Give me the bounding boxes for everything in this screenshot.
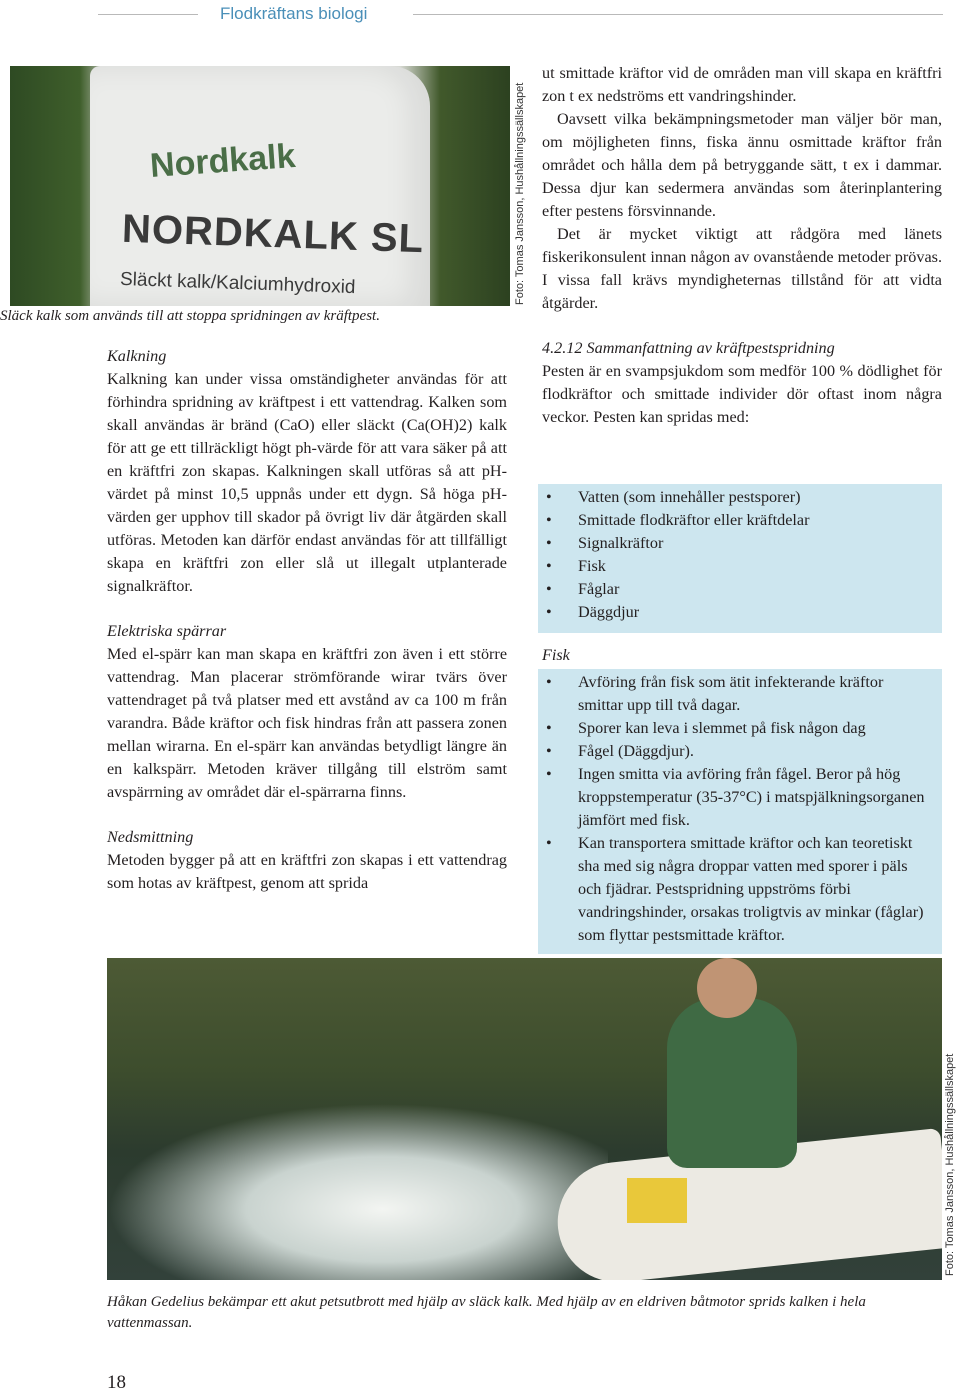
list-item: • Däggdjur (578, 601, 932, 624)
photo-credit-2: Foto: Tomas Jansson, Hushållningssällskapet (944, 1053, 956, 1276)
man-head (697, 958, 757, 1018)
photo-caption-1: Släck kalk som används till att stoppa spridningen av kräftpest. (0, 308, 380, 324)
fisk-heading: Fisk (542, 646, 570, 664)
kalkning-heading: Kalkning (107, 347, 167, 365)
section-heading: 4.2.12 Sammanfattning av kräftpestspridning (542, 339, 835, 357)
list-item: • Fisk (578, 555, 932, 578)
spread-list (538, 486, 942, 624)
page-number: 18 (107, 1372, 126, 1393)
nedsmittning-text: Metoden bygger på att en kräftfri zon skapas i ett vattendrag som hotas av kräftpest, genom att sprida (107, 851, 507, 892)
running-header: Flodkräftans biologi (220, 4, 368, 23)
el-text: Med el-spärr kan man skapa en kräftfri zon även i ett större vattendrag. Man placerar strömförande wirar tvärs över vattendraget på två platser med ett avstånd av ca 100 m från varandra. Både kräftor och fisk hindras från att passera zonen mellan wirarna. En el-spärr kan användas betydligt längre än en kalkspärr. Metoden kräver tillgång till elström samt avspärrning av området där el-spärrarna finns. (107, 645, 507, 801)
bag-brand: NORDKALK SL (121, 206, 425, 262)
lime-bag (90, 66, 430, 306)
section-text: Pesten är en svampsjukdom som medför 100 % dödlighet för flodkräftor och smittade individer dör oftast inom några veckor. Pesten kan spridas med: (542, 362, 942, 426)
header-rule-left (98, 14, 198, 15)
list-item: • Fågel (Däggdjur). (578, 740, 932, 763)
spread-list-box (538, 484, 942, 633)
list-item: • Sporer kan leva i slemmet på fisk någon dag (578, 717, 932, 740)
nedsmittning-heading: Nedsmittning (107, 828, 194, 846)
photo-caption-2: Håkan Gedelius bekämpar ett akut petsutbrott med hjälp av släck kalk. Med hjälp av en eldriven båtmotor sprids kalken i hela vattenmassan. (107, 1294, 866, 1331)
man-in-boat (667, 998, 797, 1168)
list-item: • Signalkräftor (578, 532, 932, 555)
fisk-list (538, 671, 942, 947)
right-paragraph-2: Oavsett vilka bekämpningsmetoder man väljer bör man, om möjligheten finns, fiska ännu osmittade kräftor från området och hålla dem på betryggande sätt, t ex i dammar. Dessa djur kan sedermera användas som återinplantering efter pestens försvinnande. (542, 110, 942, 220)
list-item: • Ingen smitta via avföring från fågel. Beror på hög kroppstemperatur (35-37°C) i matspjälkningsorganen jämfört med fisk. (578, 763, 932, 832)
right-column (542, 62, 942, 429)
right-paragraph-1: ut smittade kräftor vid de områden man vill skapa en kräftfri zon t ex nedströms ett vandringshinder. (542, 64, 942, 105)
lime-bag-photo (10, 66, 510, 306)
churned-water (107, 1103, 608, 1280)
list-item: • Kan transportera smittade kräftor och kan teoretiskt sha med sig några droppar vatten med sporer i päls och fjädrar. Pestspridning uppströms förbi vandringshinder, orsakas troligtvis av minkar (fåglar) som flyttar pestsmittade kräftor. (578, 832, 932, 947)
bag-subtitle: Släckt kalk/Kalciumhydroxid (119, 268, 356, 299)
boat-liming-photo (107, 958, 942, 1280)
list-item: • Vatten (som innehåller pestsporer) (578, 486, 932, 509)
left-column (107, 345, 507, 895)
yellow-crate (627, 1178, 687, 1223)
photo-credit-1: Foto: Tomas Jansson, Hushållningssällskapet (514, 82, 526, 305)
bag-logo: Nordkalk (148, 136, 297, 186)
right-paragraph-3: Det är mycket viktigt att rådgöra med länets fiskerikonsulent innan någon av ovanstående metoder prövas. I vissa fall krävs myndigheternas tillstånd för att vidta åtgärder. (542, 225, 942, 312)
header-rule-right (413, 14, 943, 15)
list-item: • Avföring från fisk som ätit infekterande kräftor smittar upp till två dagar. (578, 671, 932, 717)
el-heading: Elektriska spärrar (107, 622, 227, 640)
kalkning-text: Kalkning kan under vissa omständigheter användas för att förhindra spridning av kräftpest i ett vattendrag. Kalken som skall användas är bränd (CaO) eller släckt (Ca(OH)2) kalk för att ge ett tillräckligt högt ph-värde för att vara säker på att en kräftfri zon skapas. Kalkningen skall utföras så att pH-värdet på minst 10,5 uppnås under ett dygn. Så höga pH-värden ger upphov till skador på övrigt liv där åtgärden skall utföras. Metoden kan därför endast användas för att tillfälligt skapa en kräftfri zon eller slå ut illegalt utplanterade signalkräftor. (107, 370, 507, 595)
fisk-list-box (538, 669, 942, 954)
list-item: • Fåglar (578, 578, 932, 601)
list-item: • Smittade flodkräftor eller kräftdelar (578, 509, 932, 532)
